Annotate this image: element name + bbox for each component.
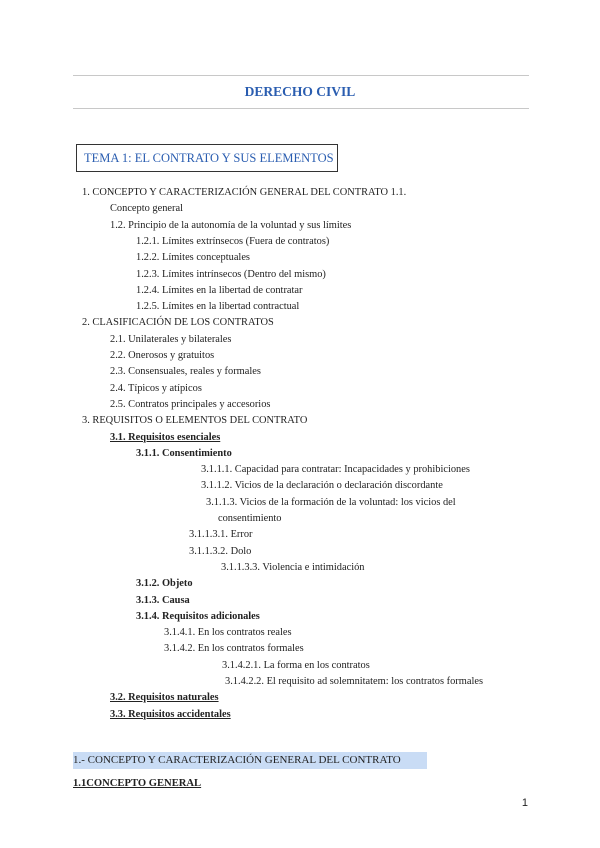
topic-title-box: TEMA 1: EL CONTRATO Y SUS ELEMENTOS xyxy=(76,144,338,172)
toc-item: 1.2.1. Límites extrínsecos (Fuera de contratos) xyxy=(136,235,330,247)
section-heading: 1.- CONCEPTO Y CARACTERIZACIÓN GENERAL DEL CONTRATO xyxy=(73,752,427,769)
toc-item: 3.1.4. Requisitos adicionales xyxy=(136,610,260,622)
title-rule xyxy=(73,108,529,109)
toc-item: 3.1.1.3.2. Dolo xyxy=(189,545,252,557)
toc-item: 3.1.1.2. Vicios de la declaración o declaración discordante xyxy=(201,480,443,492)
page-number: 1 xyxy=(521,797,528,809)
toc-item: Concepto general xyxy=(110,203,183,215)
toc-item: 1.2.4. Límites en la libertad de contratar xyxy=(136,284,303,296)
toc-item: 3.1.1. Consentimiento xyxy=(136,447,232,459)
subsection-heading: 1.1CONCEPTO GENERAL xyxy=(73,778,202,789)
toc-item: 3.1.4.2.2. El requisito ad solemnitatem: los contratos formales xyxy=(225,676,483,687)
toc-item: 3.1.1.3.3. Violencia e intimidación xyxy=(221,561,365,573)
toc-item: 3.1.1.1. Capacidad para contratar: Incapacidades y prohibiciones xyxy=(201,464,470,476)
toc-item: 3.1. Requisitos esenciales xyxy=(110,431,221,443)
top-rule xyxy=(73,75,529,76)
toc-item: 1. CONCEPTO Y CARACTERIZACIÓN GENERAL DEL CONTRATO 1.1. xyxy=(82,187,407,198)
toc-item: 2. CLASIFICACIÓN DE LOS CONTRATOS xyxy=(82,317,274,329)
toc-item: 2.1. Unilaterales y bilaterales xyxy=(110,333,232,345)
toc-item: 2.5. Contratos principales y accesorios xyxy=(110,398,271,410)
toc-item: 3.1.4.2. En los contratos formales xyxy=(164,643,304,655)
toc-item: consentimiento xyxy=(218,513,282,524)
toc-item: 3.1.2. Objeto xyxy=(136,578,193,590)
document-title: DERECHO CIVIL xyxy=(244,84,356,99)
toc-item: 1.2.2. Límites conceptuales xyxy=(136,252,250,264)
toc-item: 3.1.4.1. En los contratos reales xyxy=(164,627,292,639)
toc-item: 1.2.5. Límites en la libertad contractual xyxy=(136,301,300,313)
toc-item: 1.2.3. Límites intrínsecos (Dentro del mismo) xyxy=(136,268,326,280)
toc-item: 3.3. Requisitos accidentales xyxy=(110,708,231,720)
toc-item: 3.1.1.3.1. Error xyxy=(189,529,253,541)
toc-item: 3.2. Requisitos naturales xyxy=(110,692,219,704)
toc-item: 2.2. Onerosos y gratuitos xyxy=(110,350,215,361)
toc-item: 3.1.4.2.1. La forma en los contratos xyxy=(222,659,370,671)
toc-item: 2.4. Típicos y atípicos xyxy=(110,382,202,394)
toc-item: 3. REQUISITOS O ELEMENTOS DEL CONTRATO xyxy=(82,415,308,427)
toc-item: 1.2. Principio de la autonomía de la voluntad y sus límites xyxy=(110,219,352,231)
toc-item: 3.1.1.3. Vicios de la formación de la voluntad: los vicios del xyxy=(206,496,456,508)
toc-item: 3.1.3. Causa xyxy=(136,594,190,606)
toc-item: 2.3. Consensuales, reales y formales xyxy=(110,366,261,378)
